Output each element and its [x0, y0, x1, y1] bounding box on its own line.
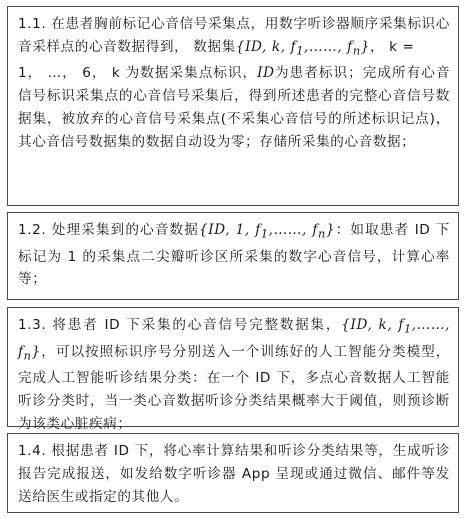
step-1-text-b: ， k =: [369, 38, 415, 55]
step-3-box: [7, 307, 459, 432]
step-2-dataset-formula: {ID, 1, $f_1,\dots\dots$, $f_n$}: [198, 222, 336, 241]
step-2-text-a: 1.2. 处理采集到的心音数据: [18, 222, 199, 238]
step-1-text-d: 为患者标识；完成所有心音信号标识采集点的心音信号采集后，得到所述患者的完整心音信号数据集，被放弃的心音信号采集点(不采集心音信号的所述标识记点)，其心音信号数据集的数据自动设为零；存储所采集的心音数据；: [18, 65, 451, 150]
step-3-text-a: 1.3. 将患者 ID 下采集的心音信号完整数据集，: [18, 317, 342, 333]
step-1-box: [7, 6, 459, 206]
step-1-dataset-formula: {ID, k, $f_1,\dots\dots$, $f_n$}: [235, 38, 370, 58]
step-4-box: [7, 433, 459, 513]
step-1-text-a: 1.1. 在患者胸前标记心音信号采集点，用数字听诊器顺序采集标识心音采样点的心音数据得到， 数据集: [18, 16, 450, 55]
step-2-box: [7, 212, 459, 300]
step-4-text: 1.4. 根据患者 ID 下，将心率计算结果和听诊分类结果等，生成听诊报告完成报送，如发给数字听诊器 App 呈现或通过微信、邮件等发送给医生或指定的其他人。: [18, 443, 450, 505]
step-1-id-symbol: ID: [257, 65, 275, 82]
step-1-text-c: 1， …， 6， k 为数据采集点标识，: [18, 65, 258, 82]
step-3-text-b: ，可以按照标识序号分别送入一个训练好的人工智能分类模型，完成人工智能听诊结果分类：在一个 ID 下，多点心音数据人工智能听诊分类时，当一类心音数据听诊分类结果概率大于阈值，则预诊断为该类心脏疾病；: [18, 343, 450, 432]
step-3-dataset-formula: {ID, k, $f_1,\dots\dots$, $f_n$}: [18, 317, 450, 363]
step-2-text-b: ：如取患者 ID 下标记为 1 的采集点二尖瓣听诊区所采集的数字心音信号，计算心率等；: [18, 222, 451, 288]
